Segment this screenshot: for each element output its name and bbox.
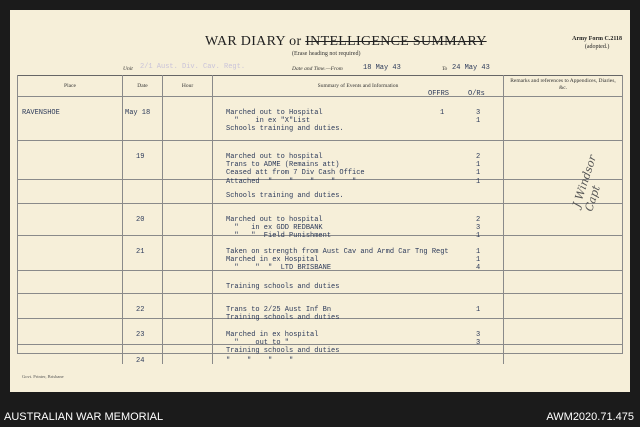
row-date: 21 <box>136 248 145 256</box>
row-events <box>226 109 344 134</box>
col-header-date: Date <box>137 83 148 89</box>
unit-value: 2/1 Aust. Div. Cav. Regt. <box>140 63 246 71</box>
row-events <box>226 331 339 356</box>
row-events <box>226 248 449 273</box>
unit-label: Unit <box>123 66 133 72</box>
col-line <box>622 75 623 353</box>
ors-value: 3 <box>476 339 481 348</box>
event-line: " " " " <box>226 357 294 365</box>
handwritten-signature: J Windsor Capt <box>570 153 603 214</box>
ors-value: 1 <box>476 161 481 170</box>
row-date: 20 <box>136 216 145 224</box>
col-header-remarks: Remarks and references to Appendices, Diaries, &c. <box>510 78 616 91</box>
event-line: Marched out to hospital <box>226 153 323 161</box>
event-line: Schools training and duties. <box>226 192 344 200</box>
event-line: " in ex "X"List <box>226 117 311 126</box>
col-line <box>17 75 18 353</box>
ors-value <box>476 347 480 355</box>
row-ors <box>476 331 480 356</box>
event-line: Ceased att from 7 Div Cash Office <box>226 169 365 178</box>
ors-value: 1 <box>476 256 481 265</box>
table-top-border <box>17 75 623 76</box>
row-events <box>226 283 339 291</box>
event-line: Marched in ex Hospital <box>226 256 319 265</box>
row-ors <box>476 109 480 134</box>
event-line: " out to " <box>226 339 290 348</box>
event-line: Marched out to Hospital <box>226 109 323 117</box>
row-date: 23 <box>136 331 145 339</box>
col-header-summary: Summary of Events and Information <box>317 83 399 89</box>
event-line: Taken on strength from Aust Cav and Armd Car Tng Regt <box>226 248 449 256</box>
event-line: " " Field Punishment <box>226 232 332 241</box>
row-events <box>226 357 293 365</box>
form-number <box>572 35 622 51</box>
title-prefix: WAR DIARY or <box>205 34 306 49</box>
event-line: " " " LTD BRISBANE <box>226 264 332 273</box>
event-line: Schools training and duties. <box>226 125 344 134</box>
col-line <box>212 75 213 364</box>
row-events <box>226 192 344 200</box>
to-label: To <box>442 66 448 72</box>
ors-value: 4 <box>476 264 481 273</box>
ors-value: 2 <box>476 216 481 224</box>
ors-value: 1 <box>476 117 481 126</box>
ors-value: 1 <box>476 306 481 314</box>
event-line: Marched in ex hospital <box>226 331 319 339</box>
caption-left: AUSTRALIAN WAR MEMORIAL <box>4 411 164 423</box>
offrs-value <box>440 125 444 133</box>
col-line <box>122 75 123 364</box>
subtitle: (Erase heading not required) <box>292 51 361 57</box>
date-label: Date and Time.—From <box>292 66 343 72</box>
event-line: Marched out to hospital <box>226 216 323 224</box>
event-line: Attached " " " " " <box>226 177 357 186</box>
offrs-value: 1 <box>440 109 445 117</box>
event-line: " in ex GDD REDBANK <box>226 224 323 233</box>
row-offrs <box>440 109 444 134</box>
form-no: Army Form C.2118 <box>572 36 622 42</box>
ors-value: 1 <box>476 169 481 178</box>
from-date: 18 May 43 <box>363 64 401 72</box>
ors-value: 1 <box>476 177 481 186</box>
ors-value: 3 <box>476 331 481 339</box>
row-ors <box>476 153 480 186</box>
event-line: Trans to ADME (Remains att) <box>226 161 340 170</box>
col-header-offrs: OFFRS <box>428 90 450 98</box>
event-line: Trans to 2/25 Aust Inf Bn <box>226 306 332 314</box>
row-place: RAVENSHOE <box>22 109 60 117</box>
row-ors <box>476 216 480 241</box>
ors-value: 2 <box>476 153 481 161</box>
row-events <box>226 306 339 322</box>
to-date: 24 May 43 <box>452 64 490 72</box>
row-events <box>226 216 331 241</box>
col-line <box>162 75 163 364</box>
ors-value: 1 <box>476 248 481 256</box>
caption-right: AWM2020.71.475 <box>546 411 634 423</box>
form-note: (adopted.) <box>584 44 610 50</box>
row-divider <box>17 293 623 294</box>
col-header-place: Place <box>64 83 76 89</box>
ors-value <box>476 125 480 133</box>
ors-value: 3 <box>476 109 481 117</box>
event-line: Training schools and duties <box>226 314 340 323</box>
row-divider <box>17 203 623 204</box>
col-line <box>503 75 504 364</box>
ors-value: 3 <box>476 224 481 233</box>
row-ors <box>476 306 480 322</box>
printer-imprint: Govt. Printer, Brisbane <box>22 374 64 379</box>
col-header-ors: O/Rs <box>468 90 485 98</box>
row-ors <box>476 248 480 273</box>
page-title <box>205 34 487 50</box>
col-header-hour: Hour <box>181 83 194 89</box>
row-date: 22 <box>136 306 145 314</box>
ors-value <box>476 314 480 322</box>
row-date: 24 <box>136 357 145 365</box>
header-bottom-border <box>17 96 623 97</box>
row-events <box>226 153 365 186</box>
title-struck: INTELLIGENCE SUMMARY <box>305 34 487 49</box>
event-line: Training schools and duties <box>226 283 340 291</box>
row-date: May 18 <box>125 109 151 117</box>
war-diary-page <box>10 10 630 392</box>
row-divider <box>17 140 623 141</box>
offrs-value <box>440 117 444 125</box>
ors-value: 1 <box>476 232 481 241</box>
event-line: Training schools and duties <box>226 347 340 356</box>
row-date: 19 <box>136 153 145 161</box>
